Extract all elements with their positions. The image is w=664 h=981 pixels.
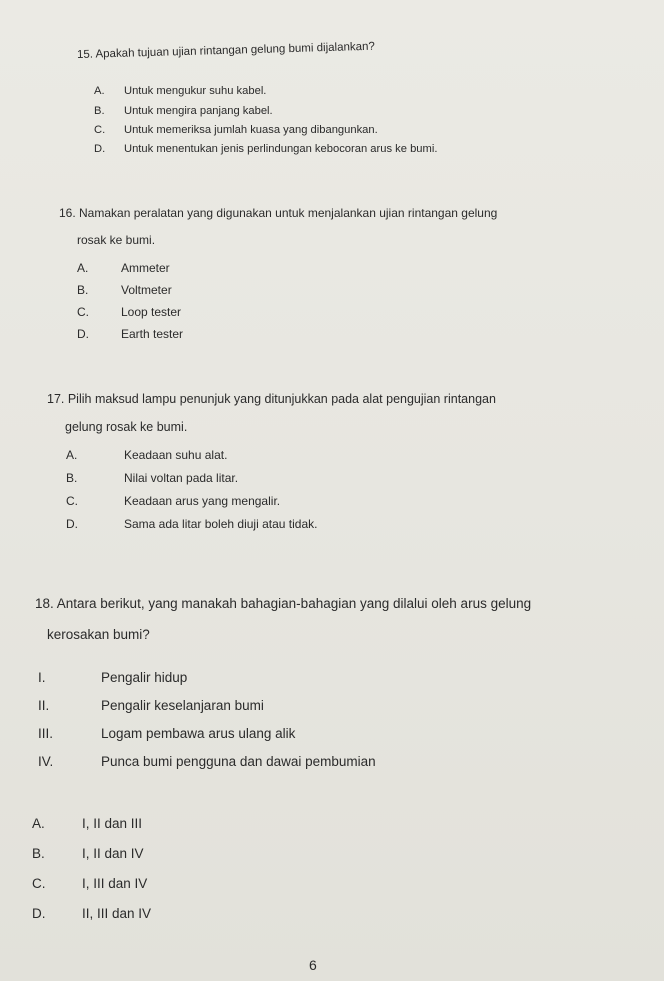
option-text: Ammeter bbox=[121, 261, 170, 275]
option-letter: D. bbox=[77, 327, 89, 341]
option-text: Keadaan suhu alat. bbox=[124, 448, 228, 462]
q15-option-a bbox=[94, 85, 267, 97]
option-letter: D. bbox=[32, 906, 46, 921]
question-18-stem-line2: kerosakan bumi? bbox=[47, 627, 150, 642]
item-number: III. bbox=[38, 726, 54, 741]
option-text: II, III dan IV bbox=[82, 906, 152, 921]
question-15-stem: 15. Apakah tujuan ujian rintangan gelung bumi dijalankan? bbox=[76, 40, 375, 61]
q17-option-d bbox=[66, 517, 318, 531]
option-text: Untuk mengira panjang kabel. bbox=[124, 105, 273, 117]
option-letter: D. bbox=[66, 517, 78, 531]
question-17-stem bbox=[47, 385, 617, 441]
option-letter: B. bbox=[77, 283, 89, 297]
option-text: Nilai voltan pada litar. bbox=[124, 471, 239, 485]
q16-option-a bbox=[77, 261, 170, 275]
option-text: Untuk mengukur suhu kabel. bbox=[124, 85, 267, 97]
q16-option-d bbox=[77, 327, 184, 341]
question-16-stem-line2: rosak ke bumi. bbox=[77, 233, 156, 247]
option-letter: C. bbox=[32, 876, 46, 891]
question-15 bbox=[76, 40, 637, 155]
page-number: 6 bbox=[309, 957, 317, 973]
question-17-stem-line1: 17. Pilih maksud lampu penunjuk yang ditunjukkan pada alat pengujian rintangan bbox=[47, 392, 496, 406]
option-text: Loop tester bbox=[121, 305, 182, 319]
question-17-stem-line2: gelung rosak ke bumi. bbox=[65, 420, 188, 434]
option-letter: B. bbox=[66, 471, 78, 485]
item-number: I. bbox=[38, 670, 46, 685]
item-number: II. bbox=[38, 698, 50, 713]
option-text: Untuk menentukan jenis perlindungan kebocoran arus ke bumi. bbox=[124, 143, 438, 155]
q16-option-b bbox=[77, 283, 172, 297]
question-16 bbox=[59, 200, 619, 341]
option-text: I, III dan IV bbox=[82, 876, 148, 891]
q18-option-b bbox=[32, 846, 144, 861]
option-text: Voltmeter bbox=[121, 283, 172, 297]
item-number: IV. bbox=[38, 754, 54, 769]
option-letter: C. bbox=[94, 124, 106, 136]
option-letter: B. bbox=[94, 105, 105, 117]
item-text: Pengalir hidup bbox=[101, 670, 188, 685]
q18-item-4 bbox=[38, 754, 376, 769]
option-letter: B. bbox=[32, 846, 45, 861]
item-text: Logam pembawa arus ulang alik bbox=[101, 726, 296, 741]
option-letter: A. bbox=[32, 816, 45, 831]
q17-option-a bbox=[66, 448, 228, 462]
option-text: Sama ada litar boleh diuji atau tidak. bbox=[124, 517, 318, 531]
q18-item-3 bbox=[38, 726, 296, 741]
question-18-stem bbox=[35, 588, 625, 650]
q18-option-a bbox=[32, 816, 143, 831]
question-18 bbox=[32, 588, 635, 921]
option-letter: A. bbox=[77, 261, 89, 275]
q15-option-c bbox=[94, 124, 378, 136]
option-text: I, II dan III bbox=[82, 816, 143, 831]
q15-option-b bbox=[94, 105, 273, 117]
q17-option-c bbox=[66, 494, 281, 508]
option-letter: A. bbox=[94, 85, 105, 97]
q17-option-b bbox=[66, 471, 239, 485]
option-letter: C. bbox=[66, 494, 78, 508]
question-17 bbox=[47, 385, 627, 531]
item-text: Punca bumi pengguna dan dawai pembumian bbox=[101, 754, 376, 769]
q18-option-d bbox=[32, 906, 152, 921]
question-18-stem-line1: 18. Antara berikut, yang manakah bahagian-bahagian yang dilalui oleh arus gelung bbox=[35, 596, 532, 611]
option-text: Earth tester bbox=[121, 327, 184, 341]
q18-option-c bbox=[32, 876, 148, 891]
option-letter: A. bbox=[66, 448, 78, 462]
q15-option-d bbox=[94, 143, 438, 155]
option-text: Untuk memeriksa jumlah kuasa yang dibangunkan. bbox=[124, 124, 378, 136]
item-text: Pengalir keselanjaran bumi bbox=[101, 698, 264, 713]
q16-option-c bbox=[77, 305, 182, 319]
option-text: Keadaan arus yang mengalir. bbox=[124, 494, 281, 508]
question-16-stem-line1: 16. Namakan peralatan yang digunakan untuk menjalankan ujian rintangan gelung bbox=[59, 206, 498, 220]
q18-item-2 bbox=[38, 698, 264, 713]
option-text: I, II dan IV bbox=[82, 846, 144, 861]
option-letter: C. bbox=[77, 305, 89, 319]
question-16-stem bbox=[59, 200, 604, 254]
q18-item-1 bbox=[38, 670, 188, 685]
option-letter: D. bbox=[94, 143, 106, 155]
